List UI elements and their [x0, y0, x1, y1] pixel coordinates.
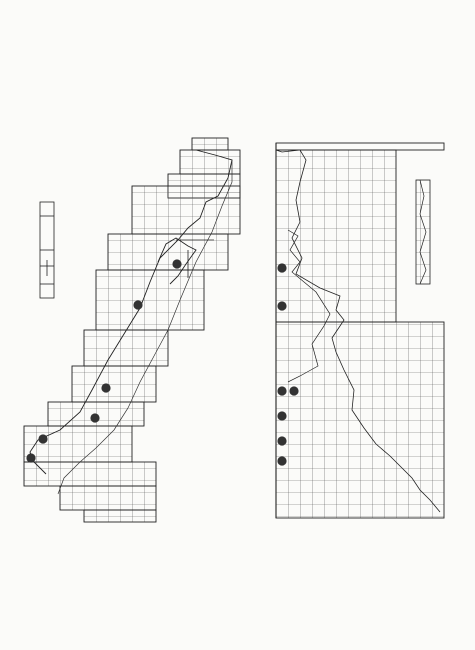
- graph-point: [277, 386, 286, 395]
- distribution-point: [133, 300, 142, 309]
- distribution-point: [90, 413, 99, 422]
- graph-point: [277, 456, 286, 465]
- distribution-point: [38, 434, 47, 443]
- graph-point: [277, 263, 286, 272]
- graph-grid-upper: [276, 150, 396, 322]
- inset-graph: [416, 180, 430, 284]
- distribution-point: [26, 453, 35, 462]
- graph-point: [277, 411, 286, 420]
- graph-top-strip: [276, 143, 444, 150]
- map-inset-frame: [40, 202, 54, 298]
- distribution-figure: [0, 120, 475, 540]
- distribution-point: [101, 383, 110, 392]
- mesh-grid: [24, 138, 240, 522]
- graph-point: [289, 386, 298, 395]
- graph-point: [277, 301, 286, 310]
- distribution-point: [172, 259, 181, 268]
- species-scientific-name: [28, 91, 32, 104]
- distribution-map: [24, 138, 240, 522]
- graph-point: [277, 436, 286, 445]
